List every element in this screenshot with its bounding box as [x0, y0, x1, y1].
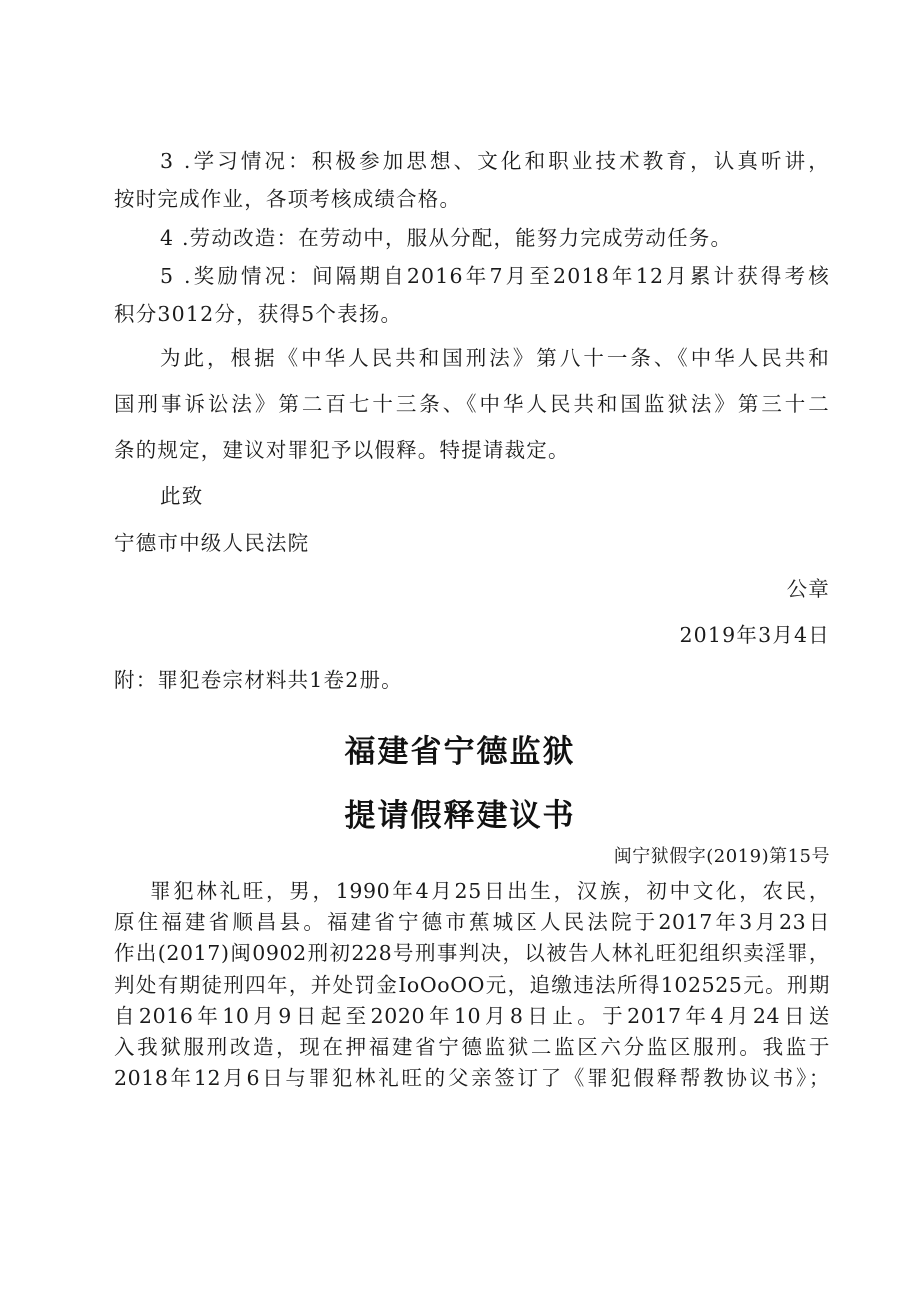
case-line: 自2016年10月9日起至2020年10月8日止。于2017年4月24日送 [114, 1004, 830, 1028]
case-line: 作出(2017)闽0902刑初228号刑事判决，以被告人林礼旺犯组织卖淫罪， [114, 941, 830, 965]
case-line: 罪犯林礼旺，男，1990年4月25日出生，汉族，初中文化，农民， [150, 879, 830, 903]
document-title-type: 提请假释建议书 [344, 798, 576, 834]
official-seal-label: 公章 [786, 577, 830, 601]
recipient: 宁德市中级人民法院 [114, 531, 310, 555]
basis-line-1: 为此，根据《中华人民共和国刑法》第八十一条、《中华人民共和 [160, 346, 830, 370]
case-line: 入我狱服刑改造，现在押福建省宁德监狱二监区六分监区服刑。我监于 [114, 1035, 830, 1059]
document-number: 闽宁狱假字(2019)第15号 [613, 846, 830, 867]
item-4: 4 .劳动改造：在劳动中，服从分配，能努力完成劳动任务。 [160, 226, 733, 250]
basis-line-3: 条的规定，建议对罪犯予以假释。特提请裁定。 [114, 438, 570, 462]
signature-date: 2019年3月4日 [679, 623, 830, 647]
case-line: 2018年12月6日与罪犯林礼旺的父亲签订了《罪犯假释帮教协议书》； [114, 1066, 830, 1090]
attachment-note: 附：罪犯卷宗材料共1卷2册。 [114, 668, 403, 692]
item-5-line-1: 5 .奖励情况：间隔期自2016年7月至2018年12月累计获得考核 [160, 264, 830, 288]
item-5-line-2: 积分3012分，获得5个表扬。 [114, 302, 403, 326]
salutation: 此致 [160, 484, 204, 508]
case-line: 判处有期徒刑四年，并处罚金IoOoOO元，追缴违法所得102525元。刑期 [114, 973, 830, 997]
case-line: 原住福建省顺昌县。福建省宁德市蕉城区人民法院于2017年3月23日 [114, 910, 830, 934]
item-3-line-2: 按时完成作业，各项考核成绩合格。 [114, 187, 462, 211]
document-title-institution: 福建省宁德监狱 [344, 734, 576, 770]
basis-line-2: 国刑事诉讼法》第二百七十三条、《中华人民共和国监狱法》第三十二 [114, 392, 830, 416]
item-3-line-1: 3 .学习情况：积极参加思想、文化和职业技术教育，认真听讲， [160, 149, 830, 173]
